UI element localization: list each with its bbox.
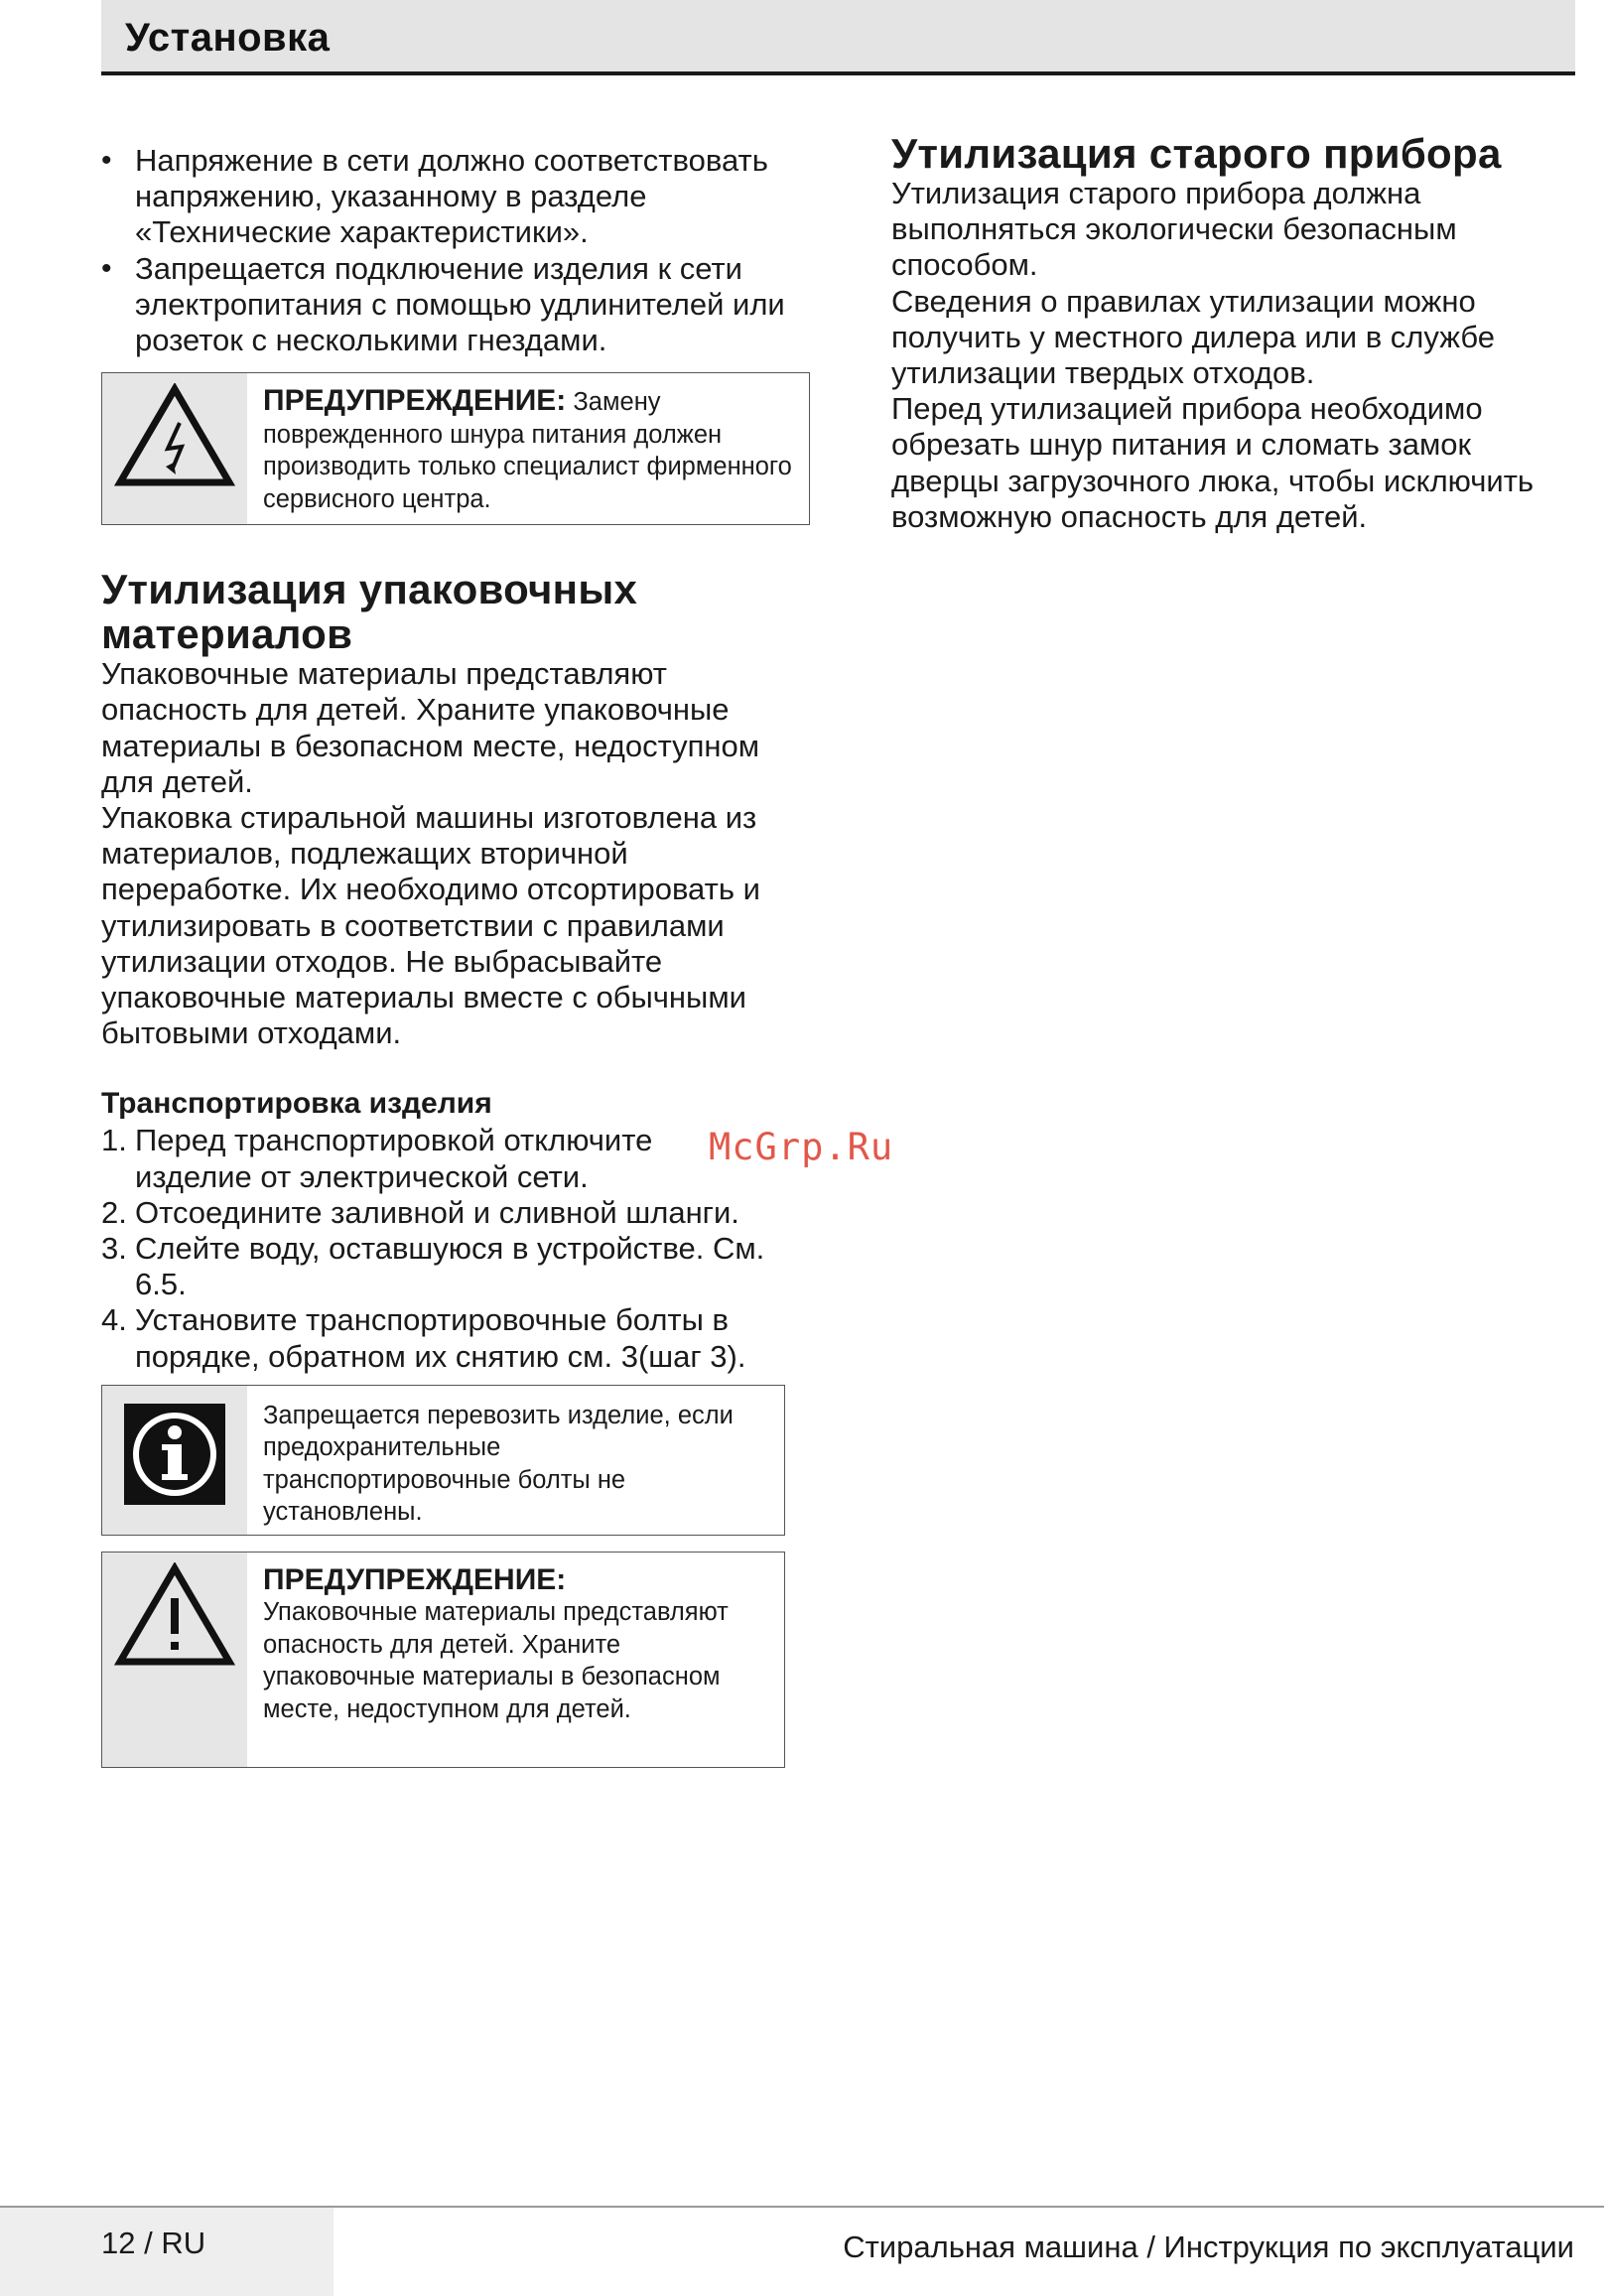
disposal-paragraph-3: Перед утилизацией прибора необходимо обрезать шнур питания и сломать замок дверцы загрузочного люка, чтобы исключить возможную опасность для детей. bbox=[891, 391, 1535, 534]
info-note-box bbox=[101, 1385, 785, 1536]
list-item bbox=[101, 1302, 796, 1374]
disposal-paragraph-1: Утилизация старого прибора должна выполняться экологически безопасным способом. bbox=[891, 176, 1457, 283]
page-number: 12 / RU bbox=[101, 2226, 206, 2260]
step-number: 1. bbox=[101, 1123, 127, 1158]
info-icon-cell bbox=[102, 1386, 247, 1535]
warning-label: ПРЕДУПРЕЖДЕНИЕ: bbox=[263, 1562, 567, 1596]
step-number: 3. bbox=[101, 1231, 127, 1267]
list-item bbox=[101, 1123, 796, 1194]
info-note-text: Запрещается перевозить изделие, если предохранительные транспортировочные болты не установлены. bbox=[263, 1401, 734, 1527]
step-text: Перед транспортировкой отключите изделие от электрической сети. bbox=[135, 1123, 653, 1194]
warning-cord-box bbox=[101, 372, 810, 525]
page-title: Установка bbox=[125, 16, 331, 60]
packaging-paragraph-2: Упаковка стиральной машины изготовлена из материалов, подлежащих вторичной переработке. Их необходимо отсортировать и утилизировать в соответствии с правилами утилизации отходов. Не выбрасывайте упаковочные материалы вместе с обычными бытовыми отходами. bbox=[101, 800, 760, 1051]
warning-icon-cell bbox=[102, 373, 247, 524]
list-item: • Напряжение в сети должно соответствовать напряжению, указанному в разделе «Технические характеристики». bbox=[101, 143, 816, 251]
power-requirements-list bbox=[101, 143, 816, 358]
packaging-paragraph-1: Упаковочные материалы представляют опасность для детей. Храните упаковочные материалы в безопасном месте, недоступном для детей. bbox=[101, 656, 760, 799]
info-icon bbox=[124, 1404, 225, 1505]
list-item: • Запрещается подключение изделия к сети электропитания с помощью удлинителей или розеток с несколькими гнездами. bbox=[101, 251, 816, 359]
disposal-paragraph-2: Сведения о правилах утилизации можно получить у местного дилера или в службе утилизации твердых отходов. bbox=[891, 283, 1495, 391]
list-item bbox=[101, 1231, 796, 1302]
document-title: Стиральная машина / Инструкция по эксплуатации bbox=[843, 2229, 1574, 2264]
packaging-title: Утилизация упаковочных материалов bbox=[101, 566, 638, 658]
list-item bbox=[101, 1195, 796, 1231]
warning-text: Упаковочные материалы представляют опасность для детей. Храните упаковочные материалы в безопасном месте, недоступном для детей. bbox=[263, 1598, 729, 1723]
header-bar bbox=[101, 0, 1575, 75]
step-text: Установите транспортировочные болты в порядке, обратном их снятию см. 3(шаг 3). bbox=[135, 1302, 746, 1374]
step-number: 4. bbox=[101, 1302, 127, 1338]
electric-hazard-icon bbox=[114, 383, 235, 490]
warning-label: ПРЕДУПРЕЖДЕНИЕ: bbox=[263, 384, 567, 418]
warning-icon-cell bbox=[102, 1553, 247, 1767]
step-number: 2. bbox=[101, 1194, 127, 1230]
left-column bbox=[101, 143, 816, 1768]
warning-text: Замену поврежденного шнура питания должен производить только специалист фирменного сервисного центра. bbox=[263, 388, 792, 513]
step-text: Отсоедините заливной и сливной шланги. bbox=[135, 1194, 739, 1230]
disposal-title: Утилизация старого прибора bbox=[891, 130, 1502, 177]
warning-icon bbox=[114, 1562, 235, 1670]
step-text: Слейте воду, оставшуюся в устройстве. См. 6.5. bbox=[135, 1231, 765, 1302]
warning-packaging-box bbox=[101, 1552, 785, 1768]
right-column bbox=[891, 131, 1586, 535]
watermark: McGrp.Ru bbox=[709, 1126, 894, 1168]
transport-title: Транспортировка изделия bbox=[101, 1087, 492, 1121]
transport-steps bbox=[101, 1123, 796, 1374]
